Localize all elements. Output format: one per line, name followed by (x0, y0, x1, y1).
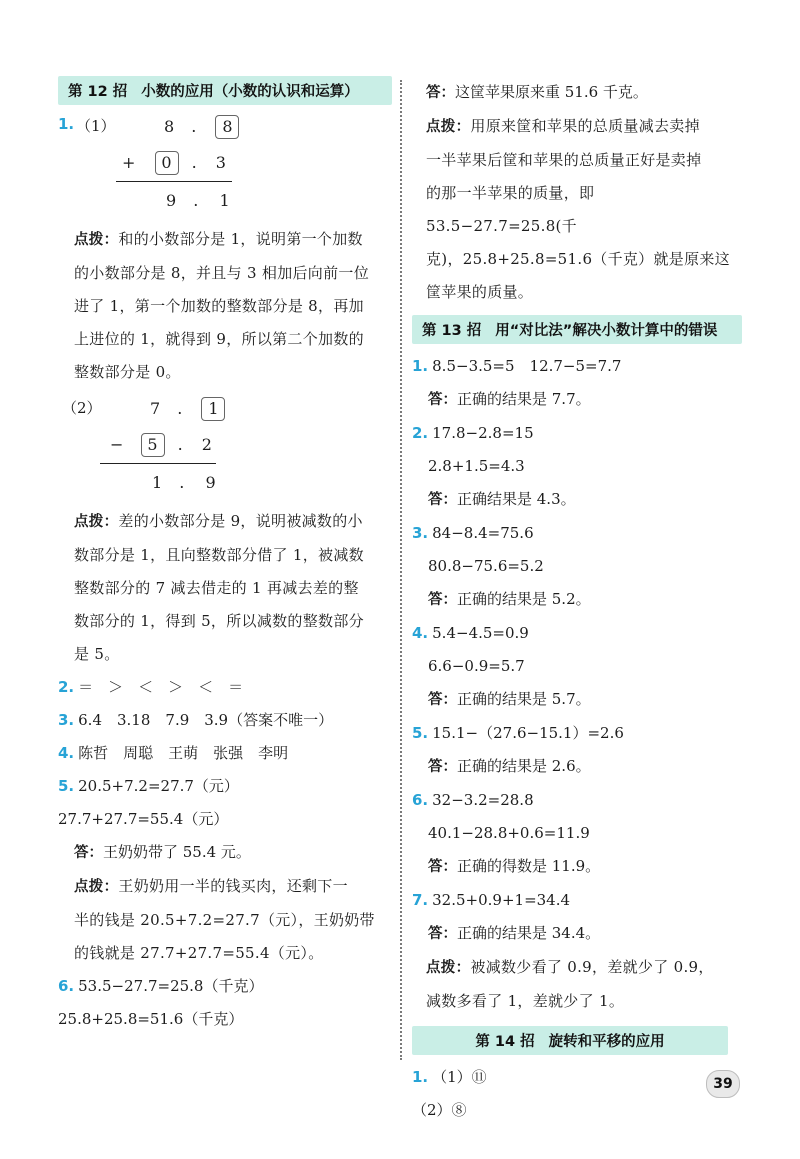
calc-line (116, 181, 232, 182)
digit: 2 (201, 435, 212, 454)
calc-line-text (412, 817, 742, 850)
question-number: 3. (58, 711, 75, 729)
tip-text: 筐苹果的质量。 (426, 283, 534, 301)
answer-text: 正确的结果是 2.6。 (457, 757, 591, 775)
answer-conclusion (412, 683, 742, 717)
answer-text: 正确结果是 4.3。 (457, 490, 576, 508)
column-divider (400, 80, 402, 1060)
calc-line-text (412, 350, 742, 383)
item-4 (412, 617, 742, 717)
tip-text: 整数部分是 0。 (74, 363, 181, 381)
section-header-12 (58, 76, 392, 105)
answer-box: 5 (141, 433, 165, 457)
answer-text: 84−8.4=75.6 (432, 524, 534, 542)
answer-text: 40.1−28.8+0.6=11.9 (428, 824, 590, 842)
question-number: 3. (412, 524, 429, 542)
section-header-13 (412, 315, 742, 344)
question-number: 1. (58, 115, 75, 133)
answer-14-2 (412, 1094, 742, 1127)
calc-row-1 (164, 115, 239, 139)
answer-text: （2）⑧ (412, 1101, 467, 1119)
section-number: 第 12 招 (68, 84, 128, 100)
calc-line-text (412, 884, 742, 917)
question-number: 6. (58, 977, 75, 995)
answer-text: 正确的结果是 5.2。 (457, 590, 591, 608)
tip-text: 一半苹果后筐和苹果的总质量正好是卖掉 (426, 151, 702, 169)
item-6 (412, 784, 742, 884)
item-3 (412, 517, 742, 617)
answer-text: 20.5+7.2=27.7（元） (78, 777, 239, 795)
answer-text: 15.1−（27.6−15.1）=2.6 (432, 724, 624, 742)
question-number: 7. (412, 891, 429, 909)
decimal-point: . (177, 399, 183, 418)
operator: + (122, 153, 136, 172)
question-number: 6. (412, 791, 429, 809)
answer-text: 2.8+1.5=4.3 (428, 457, 525, 475)
tip-text: 被减数少看了 0.9，差就少了 0.9， (470, 958, 714, 976)
digit: 7 (150, 399, 161, 418)
answer-conclusion (412, 917, 742, 951)
answer-conclusion (412, 483, 742, 517)
item-1 (412, 350, 742, 417)
calc-row-1 (150, 397, 225, 421)
answer-14-1 (412, 1061, 742, 1094)
tip-text: 的钱就是 27.7+27.7=55.4（元）。 (74, 944, 324, 962)
item-7 (412, 884, 742, 951)
section-title: 小数的应用（小数的认识和运算） (141, 84, 359, 100)
question-number: 4. (412, 624, 429, 642)
answer-5 (58, 770, 392, 803)
tip-text: 和的小数部分是 1，说明第一个加数 (118, 230, 363, 248)
question-number: 5. (58, 777, 75, 795)
answer-text: 正确的得数是 11.9。 (457, 857, 601, 875)
answer-text: 王奶奶带了 55.4 元。 (103, 843, 251, 861)
answer-box: 8 (215, 115, 239, 139)
section-title: 旋转和平移的应用 (548, 1034, 665, 1050)
answer-6-conclusion (412, 76, 742, 110)
answer-4 (58, 737, 392, 770)
answer-text: 80.8−75.6=5.2 (428, 557, 544, 575)
answer-text: 5.4−4.5=0.9 (432, 624, 529, 642)
answer-6 (58, 970, 392, 1003)
tip-text: 王奶奶用一半的钱买肉，还剩下一 (118, 877, 348, 895)
tip-text: 数部分的 1，得到 5，所以减数的整数部分 (74, 612, 364, 630)
tip-text: 的小数部分是 8，并且与 3 相加后向前一位 (74, 264, 369, 282)
section-number: 第 14 招 (475, 1034, 535, 1050)
calc-result (152, 473, 216, 492)
tip-text: 半的钱是 20.5+7.2=27.7（元），王奶奶带 (74, 911, 375, 929)
calc-line-text (412, 717, 742, 750)
tip-label: 点拨： (426, 119, 471, 135)
answer-text: 32−3.2=28.8 (432, 791, 534, 809)
question-number: 2. (58, 678, 75, 696)
item-5 (412, 717, 742, 784)
tip-label: 点拨： (74, 514, 119, 530)
calc-line-text (412, 450, 742, 483)
operator: − (110, 435, 124, 454)
answer-label: 答： (74, 845, 103, 861)
calc-tag: （2） (62, 399, 102, 417)
digit: 1 (219, 191, 230, 210)
calc-line-text (412, 517, 742, 550)
decimal-point: . (191, 153, 197, 172)
answer-5-line-2 (58, 803, 392, 836)
answer-label: 答： (428, 692, 457, 708)
question-number: 1. (412, 357, 429, 375)
left-column (58, 76, 392, 1036)
tip-text: 上进位的 1，就得到 9，所以第二个加数的 (74, 330, 364, 348)
answer-label: 答： (428, 759, 457, 775)
tip-label: 点拨： (426, 960, 471, 976)
tip-text: 进了 1，第一个加数的整数部分是 8，再加 (74, 297, 364, 315)
calc-line (100, 463, 216, 464)
tip-text: 的那一半苹果的质量，即 53.5−27.7=25.8(千 (426, 184, 595, 235)
tip-13 (412, 951, 742, 1018)
answer-text: 17.8−2.8=15 (432, 424, 534, 442)
tip-text: 数部分是 1，且向整数部分借了 1，被减数 (74, 546, 364, 564)
digit: 3 (215, 153, 226, 172)
digit: 9 (205, 473, 216, 492)
calc-line-text (412, 617, 742, 650)
tip-text: 减数多看了 1，差就少了 1。 (426, 992, 625, 1010)
tip-text: 整数部分的 7 减去借走的 1 再减去差的整 (74, 579, 359, 597)
tip-text: 差的小数部分是 9，说明被减数的小 (118, 512, 363, 530)
calc-line-text (412, 784, 742, 817)
answer-label: 答： (426, 85, 455, 101)
answer-text: ＝ ＞ ＜ ＞ ＜ ＝ (78, 678, 244, 696)
answer-text: 27.7+27.7=55.4（元） (58, 810, 229, 828)
section-title: 用“对比法”解决小数计算中的错误 (495, 323, 718, 339)
digit: 8 (164, 117, 175, 136)
tip-text: 用原来筐和苹果的总质量减去卖掉 (470, 117, 700, 135)
answer-text: 正确的结果是 7.7。 (457, 390, 591, 408)
section-number: 第 13 招 (422, 323, 482, 339)
answer-conclusion (412, 583, 742, 617)
question-number: 5. (412, 724, 429, 742)
tip-text: 是 5。 (74, 645, 120, 663)
answer-6-line-2 (58, 1003, 392, 1036)
answer-text: 6.6−0.9=5.7 (428, 657, 525, 675)
calc-result (166, 191, 230, 210)
decimal-point: . (191, 117, 197, 136)
answer-text: 32.5+0.9+1=34.4 (432, 891, 571, 909)
answer-conclusion (412, 850, 742, 884)
tip-text: 克)，25.8+25.8=51.6（千克）就是原来这 (426, 250, 730, 268)
answer-box: 0 (155, 151, 179, 175)
vertical-calc-1 (58, 111, 392, 223)
page-number-badge: 39 (706, 1070, 740, 1098)
digit: 9 (166, 191, 177, 210)
question-number: 1. (412, 1068, 429, 1086)
question-number: 2. (412, 424, 429, 442)
digit: 1 (152, 473, 163, 492)
answer-conclusion (412, 750, 742, 784)
vertical-calc-2 (58, 393, 392, 505)
decimal-point: . (177, 435, 183, 454)
calc-line-text (412, 650, 742, 683)
tip-2 (58, 505, 392, 671)
answer-text: 这筐苹果原来重 51.6 千克。 (455, 83, 648, 101)
answer-label: 答： (428, 592, 457, 608)
section-header-14 (412, 1026, 728, 1055)
answer-text: 53.5−27.7=25.8（千克） (78, 977, 264, 995)
answer-label: 答： (428, 926, 457, 942)
item-2 (412, 417, 742, 517)
answer-label: 答： (428, 492, 457, 508)
answer-5-conclusion (58, 836, 392, 870)
right-column (412, 76, 742, 1127)
answer-text: 正确的结果是 5.7。 (457, 690, 591, 708)
answer-text: （1）⑪ (432, 1068, 487, 1086)
calc-tag: （1） (76, 117, 116, 135)
calc-line-text (412, 417, 742, 450)
answer-text: 正确的结果是 34.4。 (457, 924, 601, 942)
tip-5 (58, 870, 392, 970)
calc-row-2 (110, 433, 212, 457)
decimal-point: . (179, 473, 185, 492)
answer-text: 8.5−3.5=5 12.7−5=7.7 (432, 357, 622, 375)
decimal-point: . (193, 191, 199, 210)
answer-label: 答： (428, 392, 457, 408)
question-number: 4. (58, 744, 75, 762)
tip-6 (412, 110, 742, 309)
calc-row-2 (122, 151, 226, 175)
answer-text: 25.8+25.8=51.6（千克） (58, 1010, 244, 1028)
answer-label: 答： (428, 859, 457, 875)
answer-3 (58, 704, 392, 737)
answer-text: 陈哲 周聪 王萌 张强 李明 (78, 744, 289, 762)
tip-label: 点拨： (74, 232, 119, 248)
answer-conclusion (412, 383, 742, 417)
answer-box: 1 (201, 397, 225, 421)
tip-label: 点拨： (74, 879, 119, 895)
answer-text: 6.4 3.18 7.9 3.9（答案不唯一） (78, 711, 334, 729)
tip-1 (58, 223, 392, 389)
calc-line-text (412, 550, 742, 583)
answer-2 (58, 671, 392, 704)
